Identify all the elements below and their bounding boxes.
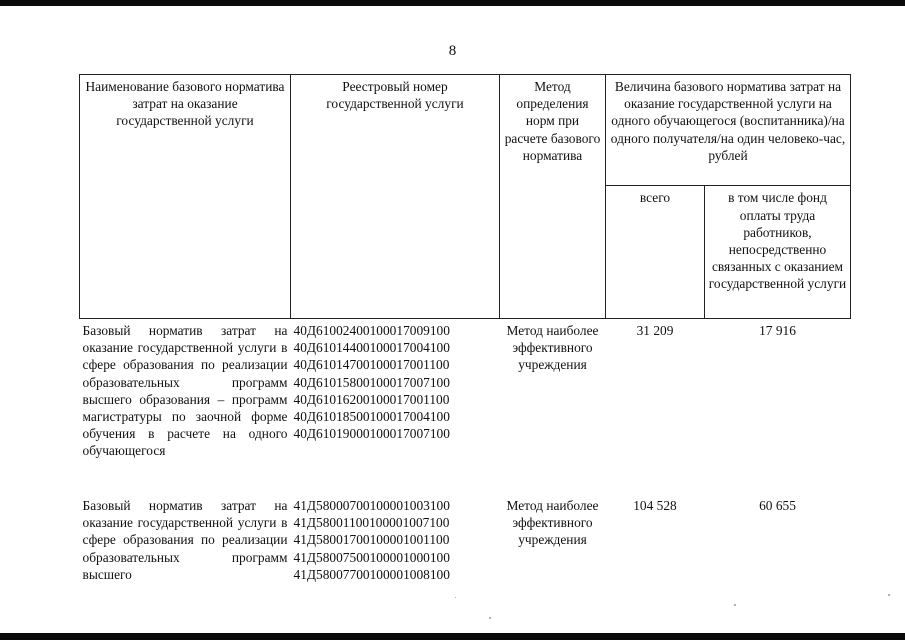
scan-speck: [489, 617, 491, 619]
table-row: [80, 497, 851, 597]
page-number: 8: [448, 43, 457, 59]
row-registry-codes: [291, 319, 500, 498]
registry-code: 41Д58000700100001003100: [293, 498, 450, 513]
registry-code: 41Д58007500100001000100: [293, 549, 450, 565]
registry-code: 41Д58001100100001007100: [293, 515, 450, 531]
row-total: 31 209: [636, 323, 674, 338]
row-service-name: Базовый норматив затрат на оказание государственной услуги в сфере образования по реализации образовательных программ высшего: [82, 498, 288, 582]
header-total: всего: [606, 186, 705, 319]
registry-code: 40Д61016200100017001100: [293, 391, 450, 407]
registry-code: 40Д61002400100017009100: [293, 323, 450, 338]
header-norm-value: Величина базового норматива затрат на оказание государственной услуги на одного обучающегося (воспитанника)/на одного получателя/на один человеко-час, рублей: [606, 75, 851, 186]
row-registry-codes: [291, 497, 500, 597]
registry-code: 40Д61014400100017004100: [293, 340, 450, 356]
header-registry-number: Реестровый номер государственной услуги: [291, 75, 500, 319]
header-payroll: в том числе фонд оплаты труда работников, непосредственно связанных с оказанием государственной услуги: [705, 186, 851, 319]
row-total: 104 528: [633, 498, 677, 513]
scan-speck: [455, 597, 456, 598]
scan-speck: [888, 594, 890, 596]
header-service-name: Наименование базового норматива затрат на оказание государственной услуги: [80, 75, 291, 319]
table-row: [80, 319, 851, 498]
scan-border-top: [0, 0, 905, 6]
row-payroll: 17 916: [759, 323, 796, 338]
registry-code: 41Д58001700100001001100: [293, 532, 450, 548]
registry-code: 40Д61015800100017007100: [293, 374, 450, 390]
norm-table-body: [80, 319, 851, 598]
header-method: Метод определения норм при расчете базового норматива: [500, 75, 606, 319]
row-payroll: 60 655: [759, 498, 796, 513]
row-method: Метод наиболее эффективного учреждения: [506, 323, 599, 373]
registry-code: 40Д61018500100017004100: [293, 409, 450, 425]
registry-code: 41Д58007700100001008100: [293, 566, 450, 582]
norm-table: [79, 74, 851, 597]
registry-code: 40Д61014700100017001100: [293, 357, 450, 373]
registry-code: 40Д61019000100017007100: [293, 426, 450, 442]
row-service-name: Базовый норматив затрат на оказание государственной услуги в сфере образования по реализации образовательных программ высшего образования – программ магистратуры по заочной форме обучения в расчете на одного обучающегося: [82, 323, 288, 459]
scan-border-bottom: [0, 633, 905, 640]
scan-speck: [734, 604, 736, 606]
row-method: Метод наиболее эффективного учреждения: [506, 498, 599, 548]
norm-table-header: [80, 75, 851, 319]
